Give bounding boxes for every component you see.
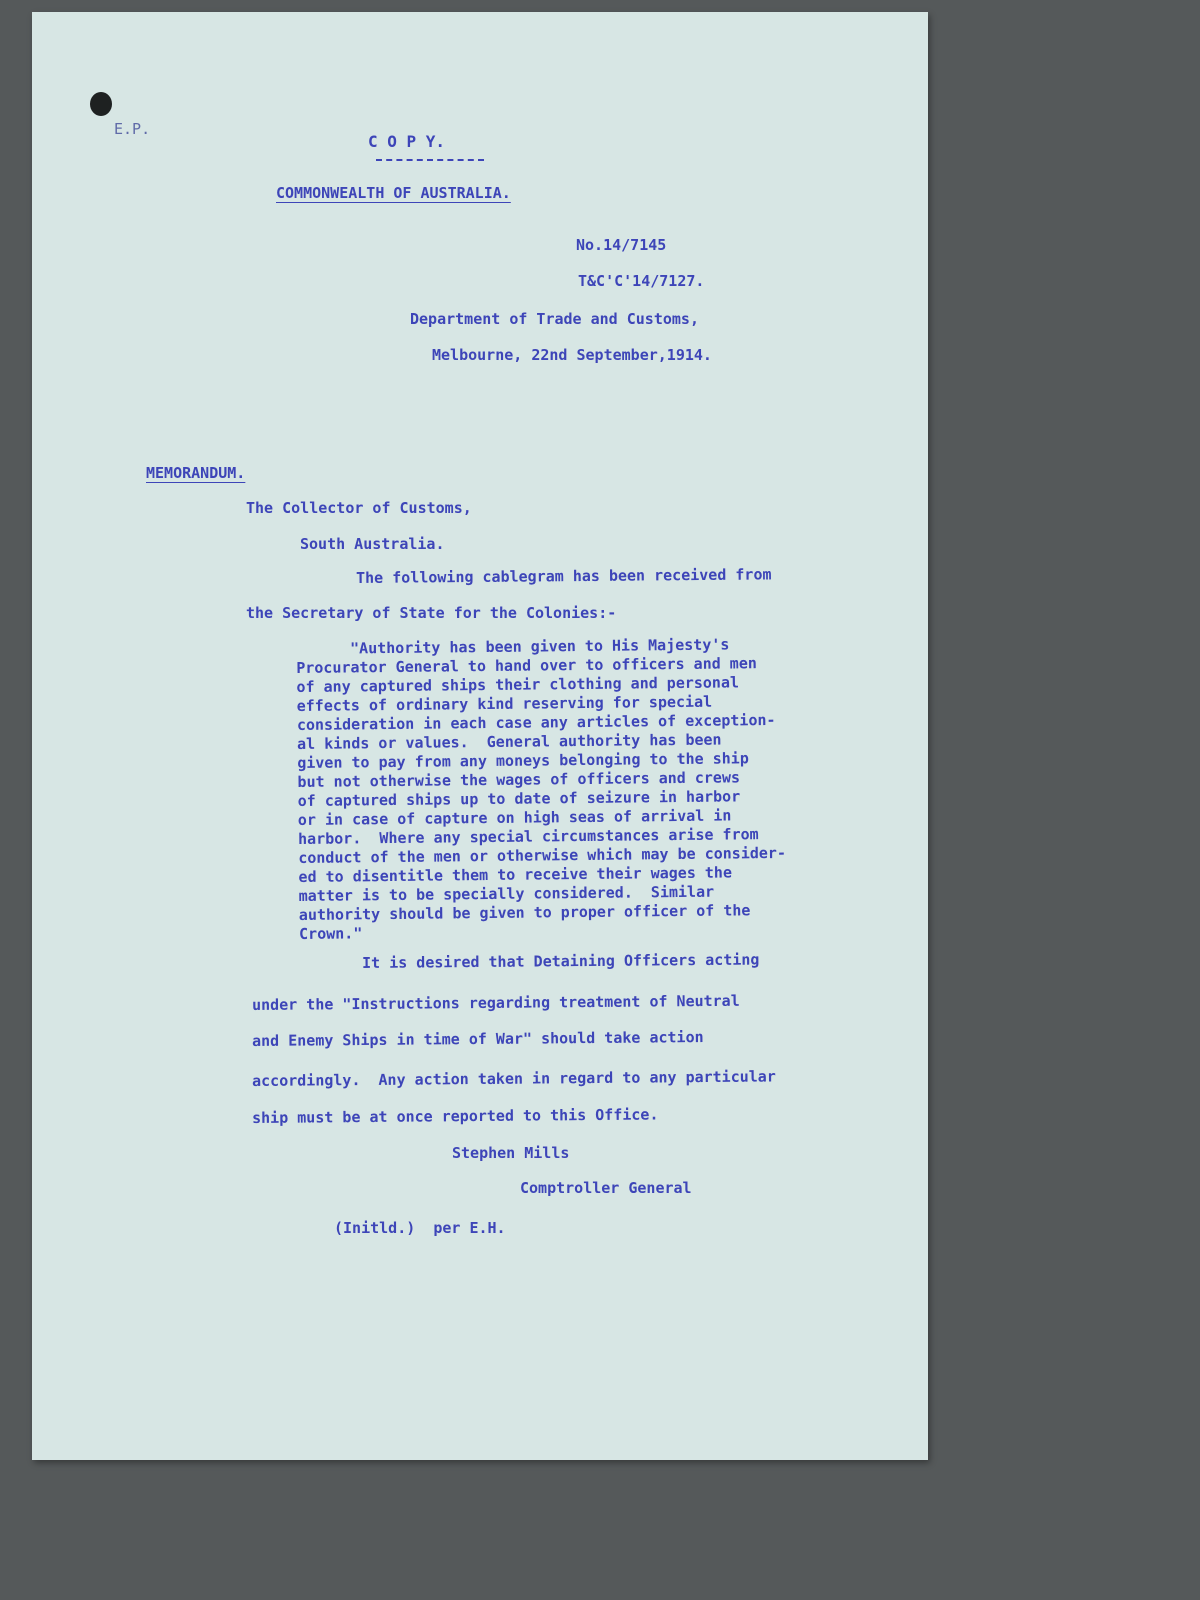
commonwealth-heading: COMMONWEALTH OF AUSTRALIA. (276, 184, 511, 202)
reference-tc: T&C'C'14/7127. (578, 272, 705, 290)
quote-line: but not otherwise the wages of officers and crews (297, 768, 741, 791)
body-line: It is desired that Detaining Officers acting (361, 950, 760, 972)
quote-line: of any captured ships their clothing and personal (296, 673, 740, 696)
copy-heading: C O P Y. (368, 132, 446, 151)
addressee-line-1: The Collector of Customs, (246, 499, 472, 517)
punch-hole (90, 92, 112, 116)
quote-line: conduct of the men or otherwise which may be consider- (298, 843, 787, 867)
quote-line: of captured ships up to date of seizure in harbor (297, 787, 741, 810)
quote-line: consideration in each case any articles of exception- (296, 710, 776, 734)
initialled-note: (Initld.) per E.H. (334, 1219, 506, 1237)
memo-label: MEMORANDUM. (146, 464, 246, 482)
quote-line: given to pay from any moneys belonging to the ship (297, 749, 749, 772)
quote-line: Procurator General to hand over to officers and men (296, 654, 757, 677)
signature-title: Comptroller General (520, 1179, 692, 1197)
intro-line-1: The following cablegram has been received from (355, 565, 772, 587)
place-date: Melbourne, 22nd September,1914. (432, 346, 712, 364)
quote-line: effects of ordinary kind reserving for special (296, 692, 713, 715)
body-line: accordingly. Any action taken in regard to any particular (251, 1067, 776, 1090)
cablegram-quote (296, 635, 787, 944)
quote-line: ed to disentitle them to receive their wages the (298, 863, 733, 886)
intro-line-2: the Secretary of State for the Colonies:- (246, 604, 617, 622)
signature-name: Stephen Mills (452, 1144, 570, 1162)
quote-line: or in case of capture on high seas of arrival in (297, 806, 732, 829)
quote-line: Crown." (298, 924, 363, 943)
copy-heading-rule (376, 159, 484, 161)
quote-line: al kinds or values. General authority has been (296, 730, 722, 753)
quote-line: authority should be given to proper officer of the (298, 901, 751, 924)
quote-line: "Authority has been given to His Majesty's (349, 635, 730, 658)
addressee-line-2: South Australia. (300, 535, 445, 553)
department-name: Department of Trade and Customs, (410, 310, 699, 328)
reference-number: No.14/7145 (576, 236, 667, 254)
quote-line: matter is to be specially considered. Similar (298, 882, 715, 905)
initials: E.P. (114, 120, 151, 138)
quote-line: harbor. Where any special circumstances arise from (297, 825, 759, 848)
body-line: ship must be at once reported to this Office. (251, 1105, 659, 1127)
body-line: under the "Instructions regarding treatment of Neutral (251, 991, 740, 1014)
body-line: and Enemy Ships in time of War" should take action (251, 1028, 704, 1050)
